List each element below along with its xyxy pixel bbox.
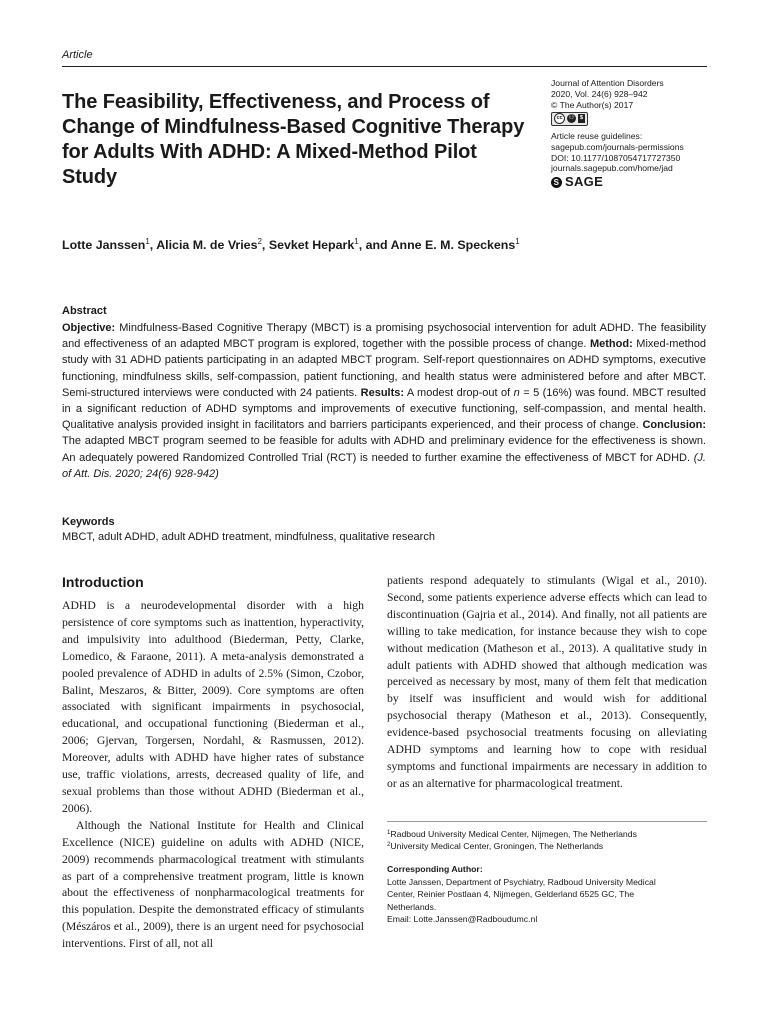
body-column-left bbox=[62, 598, 364, 953]
sage-logo bbox=[551, 174, 751, 190]
author-list bbox=[62, 238, 712, 252]
author-separator: , bbox=[149, 238, 157, 252]
author-affiliation-marker: 1 bbox=[515, 237, 520, 246]
paper-title: The Feasibility, Effectiveness, and Process of Change of Mindfulness-Based Cognitive Therapy for Adults With ADHD: A Mixed-Method Pilot Study bbox=[62, 91, 525, 188]
method-text: Mixed-method study with 31 ADHD patients participating in an adapted MBCT program. Self-report questionnaires on ADHD symptoms, executive functioning, mindfulness skills, self-compassion, patient functioning, and health status were administered before and after MBCT. Semi-structured interviews were conducted with 24 patients. bbox=[62, 338, 706, 399]
intro-paragraph-2: Although the National Institute for Health and Clinical Excellence (NICE) guideline on adults with ADHD (NICE, 2009) recommends pharmacological treatment with stimulants as part of a comprehensive treatment program, little is known about the effectiveness of nonpharmacological treatments for this population. Despite the demonstrated efficacy of stimulants (Mészáros et al., 2009), there is an urgent need for psychosocial interventions. First of all, not all bbox=[62, 818, 364, 951]
journal-home-link[interactable]: journals.sagepub.com/home/jad bbox=[551, 163, 673, 174]
author-separator: , bbox=[261, 238, 269, 252]
author-affiliation-marker: 2 bbox=[257, 237, 262, 246]
creative-commons-license-badge[interactable] bbox=[551, 112, 588, 126]
results-text-cont: = 5 (16%) was found. MBCT resulted in a significant reduction of ADHD symptoms and improvements of executive functioning, self-compassion, and mental health. Qualitative analysis provided insight in facilitators and barriers participants experienced, and their process of change. bbox=[62, 386, 706, 432]
author-affiliation-marker: 1 bbox=[145, 237, 150, 246]
intro-paragraph-1: ADHD is a neurodevelopmental disorder with a high persistence of core symptoms such as inattention, hyperactivity, and impulsivity into adulthood (Biederman, Petty, Clarke, Lomedico, & Faraone, 2011). A meta-analysis demonstrated a pooled prevalence of ADHD in adults of 2.5% (Simon, Czobor, Balint, Meszaros, & Bitter, 2009). Core symptoms are often associated with significant impairments in psychosocial, educational, and occupational functioning (Biederman et al., 2006; Gjervan, Torgersen, Nordahl, & Rasmussen, 2012). Moreover, adults with ADHD have higher rates of substance use, traffic violations, arrests, decreased quality of life, and sexual problems than those without ADHD (Biederman et al., 2006). bbox=[62, 599, 364, 815]
reuse-guidelines-link[interactable]: sagepub.com/journals-permissions bbox=[551, 141, 684, 152]
author-name[interactable]: Lotte Janssen bbox=[62, 238, 146, 252]
affiliations bbox=[387, 828, 707, 853]
journal-info bbox=[551, 78, 751, 188]
results-n: n bbox=[513, 386, 520, 399]
corresponding-line: Center, Reinier Postlaan 4, Nijmegen, Gelderland 6525 GC, The bbox=[387, 889, 635, 900]
corresponding-author-heading: Corresponding Author: bbox=[387, 864, 483, 874]
intro-paragraph-3: patients respond adequately to stimulants (Wigal et al., 2010). Second, some patients experience adverse effects which can lead to discontinuation (Gajria et al., 2014). And finally, not all patients are willing to take medication, for instance because they wish to cope without medication (Matheson et al., 2013). A qualitative study in adult patients with ADHD showed that although medication was perceived as necessary by most, many of them felt that medication by itself was insufficient and would wish for additional psychosocial therapy (Matheson et al., 2013). Consequently, evidence-based psychosocial treatments focusing on alleviating ADHD symptoms and learning how to cope with residual symptoms and functional impairments are necessary in addition to or as an alternative for pharmacological treatment. bbox=[387, 574, 707, 790]
cc-icon: cc bbox=[554, 113, 565, 124]
author-name[interactable]: Anne E. M. Speckens bbox=[390, 238, 516, 252]
header-divider bbox=[62, 66, 707, 67]
attribution-icon: ⚇ bbox=[568, 115, 575, 122]
keywords-heading: Keywords bbox=[62, 516, 115, 528]
method-label: Method: bbox=[589, 338, 633, 351]
noncommercial-icon: $ bbox=[580, 115, 584, 122]
keywords-list: MBCT, adult ADHD, adult ADHD treatment, mindfulness, qualitative research bbox=[62, 531, 435, 543]
abstract-heading: Abstract bbox=[62, 305, 107, 317]
journal-name: Journal of Attention Disorders bbox=[551, 78, 664, 88]
author-name[interactable]: Alicia M. de Vries bbox=[156, 238, 258, 252]
abstract-text bbox=[62, 320, 706, 482]
author-separator: , and bbox=[358, 238, 391, 252]
sage-mark-icon: S bbox=[551, 177, 562, 188]
results-label: Results: bbox=[360, 386, 405, 399]
conclusion-label: Conclusion: bbox=[642, 419, 706, 432]
article-type-label: Article bbox=[62, 49, 93, 61]
author-affiliation-marker: 1 bbox=[354, 237, 359, 246]
results-text: A modest drop-out of bbox=[404, 386, 514, 399]
corresponding-line: Lotte Janssen, Department of Psychiatry, Radboud University Medical bbox=[387, 876, 656, 887]
copyright: © The Author(s) 2017 bbox=[551, 99, 634, 110]
body-column-right bbox=[387, 573, 707, 793]
footnote-divider bbox=[387, 821, 707, 822]
objective-text: Mindfulness-Based Cognitive Therapy (MBCT) is a promising psychosocial intervention for adult ADHD. The feasibility and effectiveness of an adapted MBCT program is explored, together with the possible process of change. bbox=[62, 322, 706, 351]
corresponding-line: Netherlands. bbox=[387, 901, 437, 912]
author-name[interactable]: Sevket Hepark bbox=[268, 238, 355, 252]
affiliation-2: $^2$University Medical Center, Groningen, The Netherlands bbox=[387, 841, 604, 852]
sage-wordmark: SAGE bbox=[565, 174, 604, 190]
affiliation-1: $^1$Radboud University Medical Center, Nijmegen, The Netherlands bbox=[387, 829, 637, 839]
introduction-heading: Introduction bbox=[62, 574, 144, 590]
doi[interactable]: DOI: 10.1177/1087054717727350 bbox=[551, 152, 681, 163]
corresponding-email[interactable]: Email: Lotte.Janssen@Radboudumc.nl bbox=[387, 914, 538, 925]
objective-label: Objective: bbox=[62, 322, 116, 334]
corresponding-author bbox=[387, 863, 707, 926]
reuse-guidelines-label: Article reuse guidelines: bbox=[551, 130, 643, 141]
conclusion-text: The adapted MBCT program seemed to be feasible for adults with ADHD and preliminary evidence for the effectiveness is shown. An adequately powered Randomized Controlled Trial (RCT) is needed to further examine the effectiveness of MBCT for ADHD. bbox=[62, 435, 706, 464]
journal-volume: 2020, Vol. 24(6) 928–942 bbox=[551, 88, 648, 99]
citation: (J. of Att. Dis. 2020; 24(6) 928-942) bbox=[62, 451, 706, 480]
